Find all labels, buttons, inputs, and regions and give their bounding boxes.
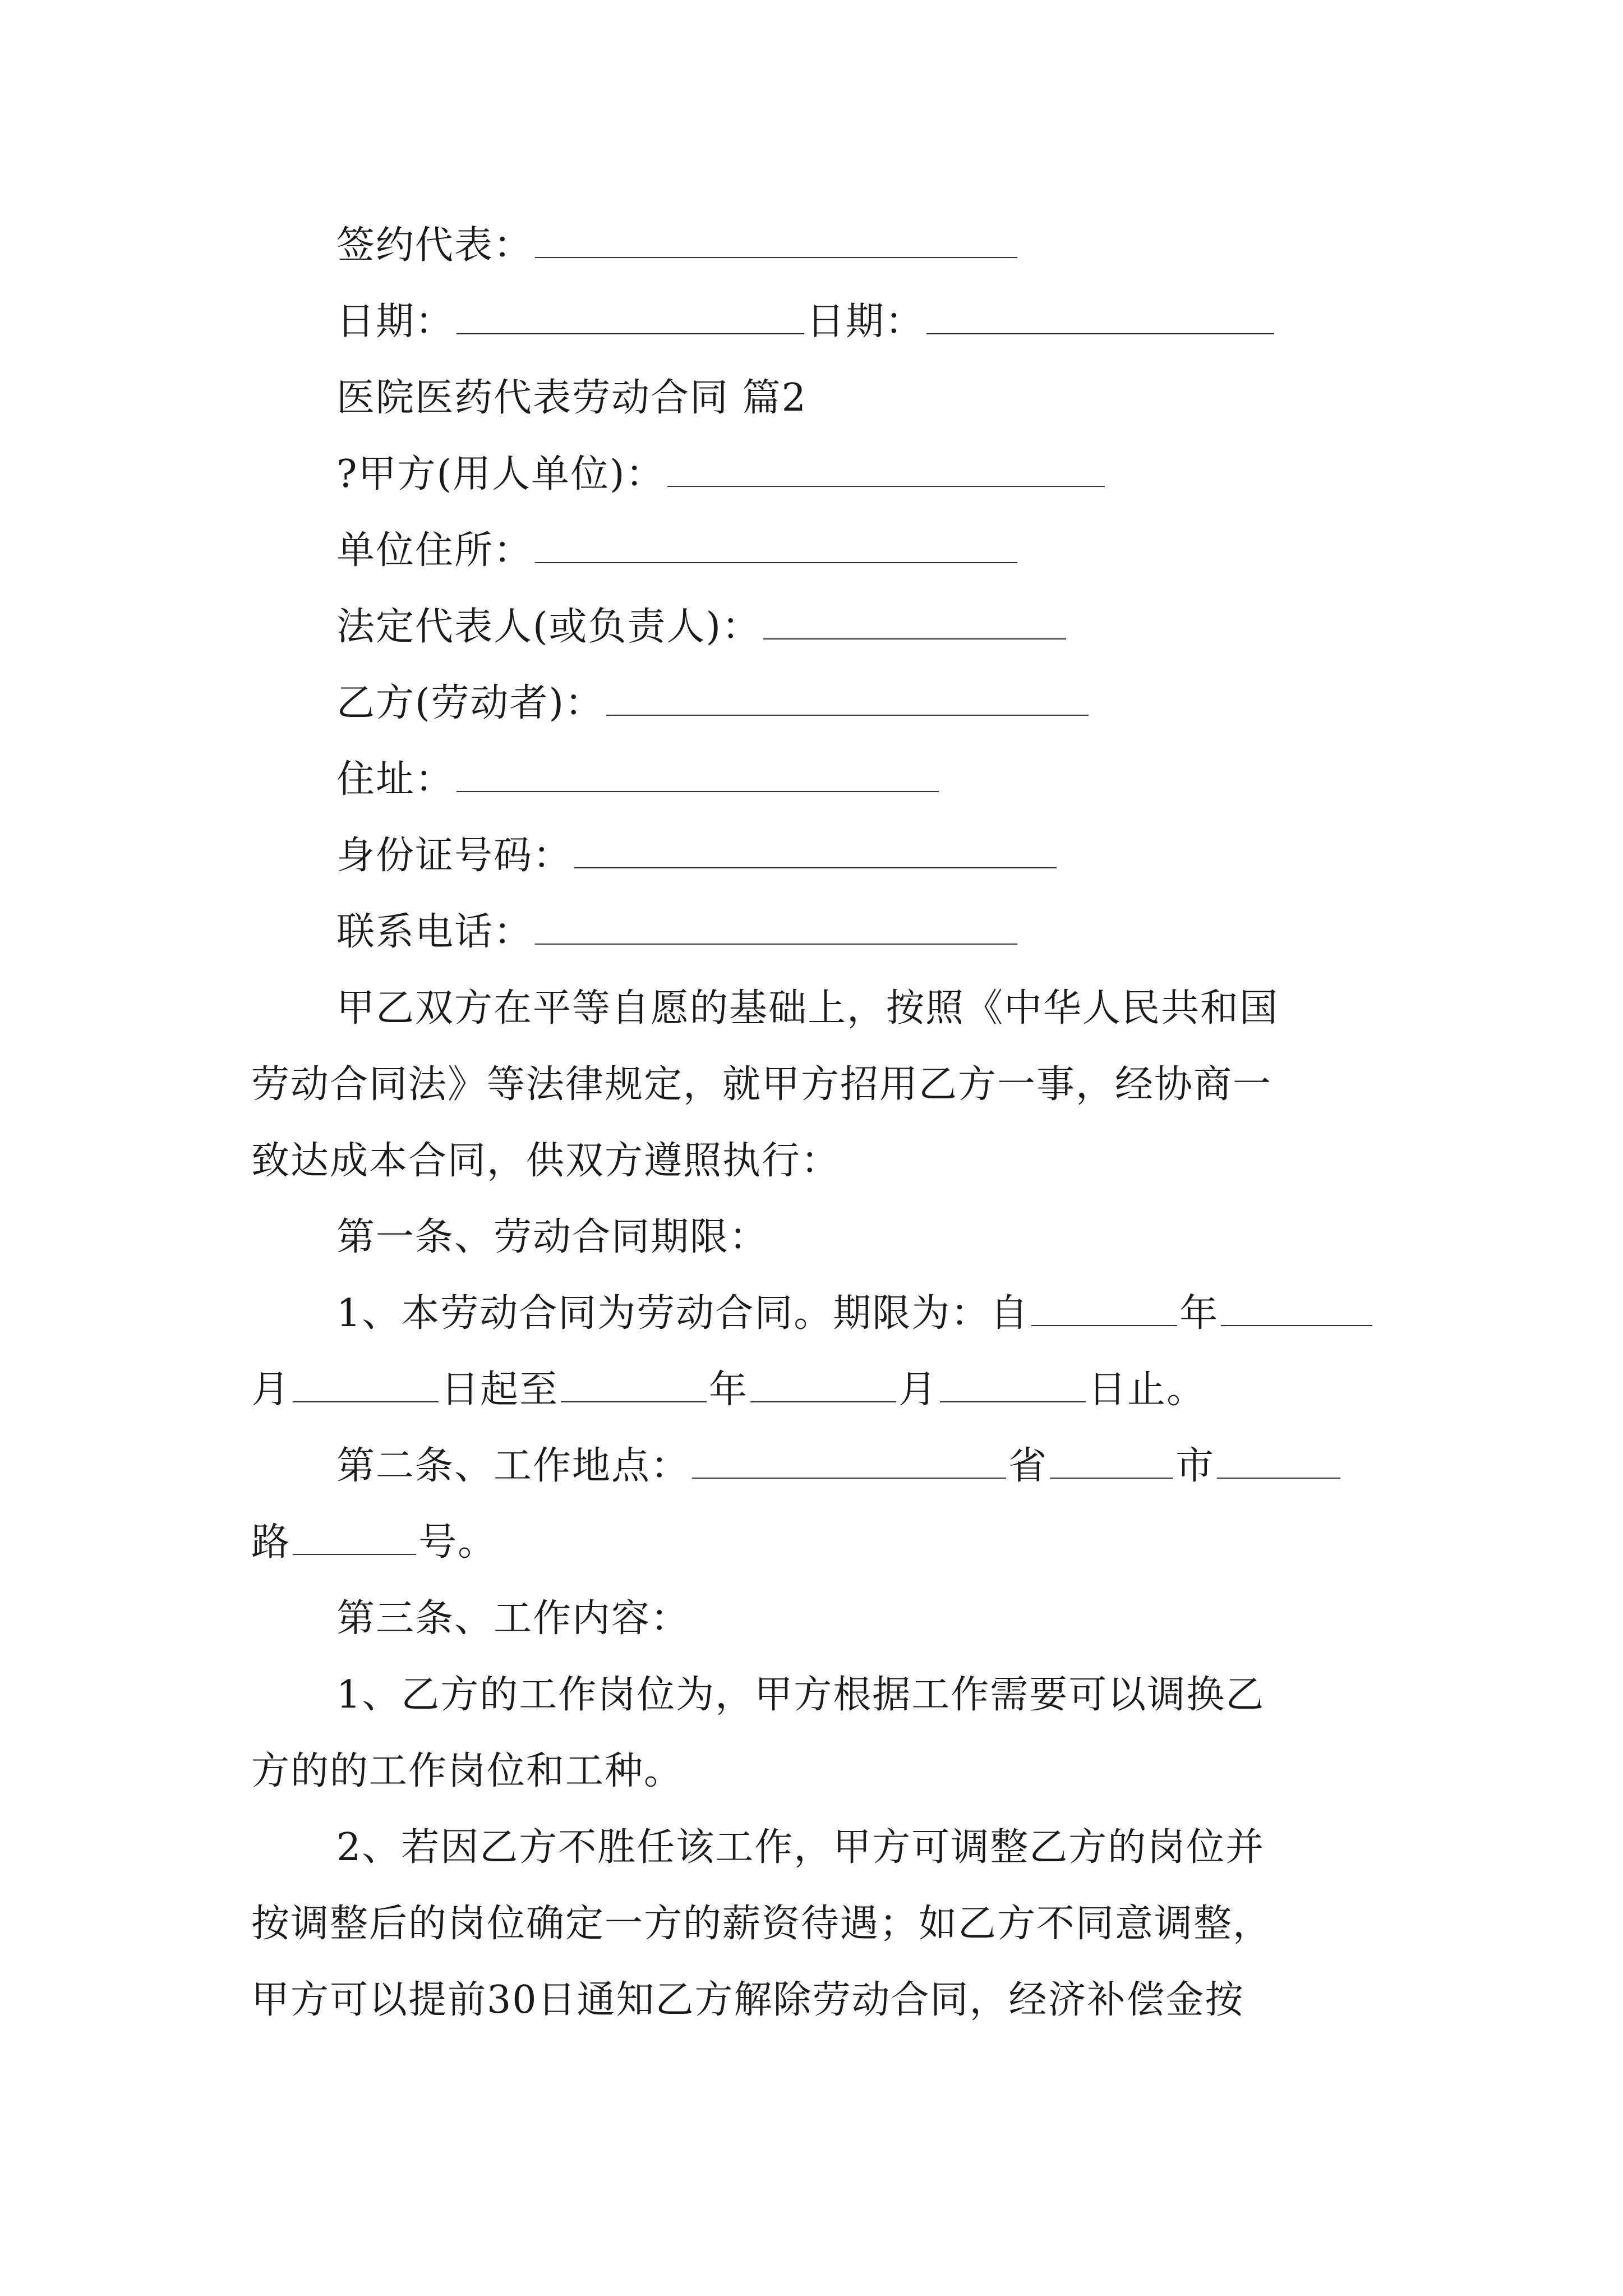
end-year-blank [561,1366,707,1402]
road-blank [1217,1443,1340,1479]
paragraph-text: 劳动合同法》等法律规定，就甲方招用乙方一事，经协商一 [251,1062,1272,1107]
party-a-label: ?甲方(用人单位)： [336,452,665,496]
start-end-label: 日起至 [441,1368,559,1412]
paragraph-text: 致达成本合同，供双方遵照执行： [251,1139,841,1183]
address-line [336,752,1376,808]
year-label: 年 [1179,1291,1219,1336]
city-blank [1050,1443,1173,1479]
year-label: 年 [709,1368,749,1412]
article-3-heading [336,1591,1376,1647]
article-1-term-line [336,1286,1376,1342]
article-2-line [336,1438,1376,1494]
article-2-label: 第二条、工作地点： [336,1444,690,1488]
id-number-line [336,828,1376,884]
article-2-line-2 [251,1515,1376,1571]
article-1-heading [336,1209,1376,1266]
legal-rep-blank [763,604,1066,639]
party-b-label: 乙方(劳动者)： [336,681,605,725]
party-a-blank [667,451,1105,487]
unit-address-blank [535,527,1017,563]
paragraph-line [251,1133,1376,1189]
end-day-blank [940,1366,1086,1402]
date-label-1: 日期： [336,300,455,344]
start-year-blank [1031,1290,1177,1326]
address-blank [457,756,939,792]
phone-line [336,904,1376,960]
day-end-label: 日止。 [1088,1368,1206,1412]
signing-representative-blank [535,222,1017,258]
date-blank-2 [926,298,1274,334]
legal-rep-label: 法定代表人(或负责人)： [336,605,762,649]
province-label: 省 [1008,1444,1048,1488]
signing-representative-label: 签约代表： [336,223,533,268]
article-title: 第一条、劳动合同期限： [336,1215,769,1259]
number-label: 号。 [418,1520,497,1565]
paragraph-text: 方的的工作岗位和工种。 [251,1749,684,1793]
start-month-blank [1221,1290,1372,1326]
paragraph-text: 甲乙双方在平等自愿的基础上，按照《中华人民共和国 [336,986,1279,1030]
article-1-term-line-2 [251,1362,1376,1418]
paragraph-line [251,1972,1376,2028]
date-blank-1 [457,298,804,334]
section-heading [336,370,1376,426]
phone-blank [535,909,1017,945]
party-a-line [336,447,1376,503]
article-title: 第三条、工作内容： [336,1596,690,1641]
paragraph-line [251,1743,1376,1800]
party-b-blank [606,680,1089,716]
term-text: 1、本劳动合同为劳动合同。期限为：自 [336,1291,1030,1336]
id-number-label: 身份证号码： [336,834,573,878]
paragraph-line [251,1896,1376,1952]
paragraph-line [336,981,1376,1037]
id-number-blank [574,832,1057,868]
start-day-blank [293,1366,439,1402]
paragraph-text: 按调整后的岗位确定一方的薪资待遇；如乙方不同意调整， [251,1902,1272,1946]
paragraph-text: 2、若因乙方不胜任该工作，甲方可调整乙方的岗位并 [336,1825,1265,1870]
address-label: 住址： [336,757,455,802]
province-blank [692,1443,1006,1479]
road-label: 路 [251,1520,291,1565]
signing-representative-line [336,218,1376,274]
month-label: 月 [898,1368,938,1412]
month-label: 月 [251,1368,291,1412]
paragraph-line [336,1667,1376,1723]
date-line [336,294,1376,350]
legal-rep-line [336,599,1376,655]
city-label: 市 [1175,1444,1215,1488]
phone-label: 联系电话： [336,910,533,954]
paragraph-text: 甲方可以提前30日通知乙方解除劳动合同，经济补偿金按 [251,1978,1244,2022]
number-blank [293,1519,416,1555]
end-month-blank [750,1366,896,1402]
paragraph-line [336,1820,1376,1876]
section-title: 医院医药代表劳动合同 篇2 [336,376,807,420]
paragraph-text: 1、乙方的工作岗位为，甲方根据工作需要可以调换乙 [336,1673,1265,1717]
unit-address-line [336,523,1376,579]
party-b-line [336,675,1376,731]
paragraph-line [251,1057,1376,1113]
unit-address-label: 单位住所： [336,528,533,573]
date-label-2: 日期： [806,300,925,344]
